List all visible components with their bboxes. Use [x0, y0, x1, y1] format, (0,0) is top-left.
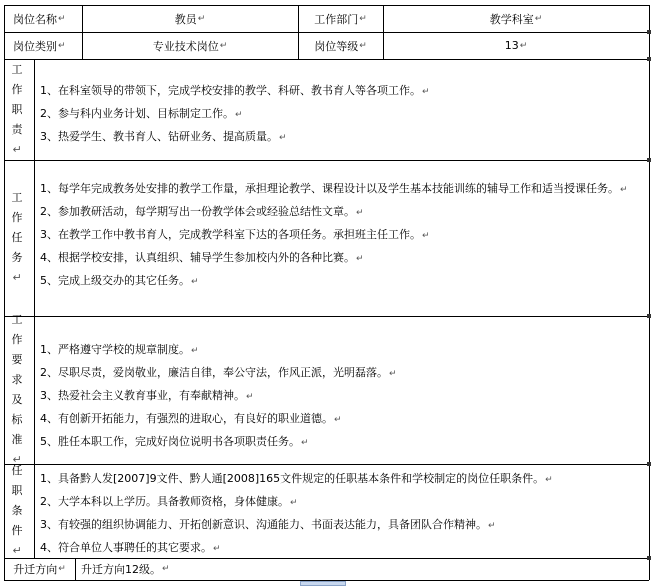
list-item: 1、在科室领导的带领下，完成学校安排的教学、科研、教书育人等各项工作。↵ [40, 84, 430, 97]
duties-list [40, 80, 646, 149]
post-level-value: 13 ↵ [504, 39, 528, 52]
grid-line [4, 59, 649, 60]
requirements-list [40, 339, 646, 454]
promotion-label: 升迁方向 ↵ [13, 563, 66, 576]
post-level-label: 岗位等级 ↵ [314, 39, 367, 53]
section-title-requirements: 工 作 要 求 及 标 准 ↵ [11, 313, 23, 466]
row-marker [647, 556, 651, 560]
department-label: 工作部门 ↵ [314, 12, 367, 26]
post-name-value: 教员 ↵ [174, 12, 206, 26]
row-marker [647, 314, 651, 318]
grid-line [34, 59, 35, 558]
list-item: 3、热爱社会主义教育事业，有奉献精神。↵ [40, 389, 254, 402]
row-marker [647, 57, 651, 61]
list-item: 5、胜任本职工作，完成好岗位说明书各项职责任务。↵ [40, 435, 309, 448]
table-resize-handle[interactable] [300, 581, 346, 586]
list-item: 2、参与科内业务计划、目标制定工作。↵ [40, 107, 243, 120]
post-type-label: 岗位类别 ↵ [13, 39, 66, 53]
list-item: 4、有创新开拓能力，有强烈的进取心，有良好的职业道德。↵ [40, 412, 342, 425]
list-item: 4、符合单位人事聘任的其它要求。↵ [40, 541, 221, 554]
list-item: 2、参加教研活动，每学期写出一份教学体会或经验总结性文章。↵ [40, 205, 364, 218]
list-item: 4、根据学校安排，认真组织、辅导学生参加校内外的各种比赛。↵ [40, 251, 364, 264]
list-item: 1、严格遵守学校的规章制度。↵ [40, 343, 199, 356]
department-value: 教学科室 ↵ [489, 12, 543, 26]
grid-line [4, 464, 649, 465]
list-item: 5、完成上级交办的其它任务。↵ [40, 274, 199, 287]
list-item: 1、每学年完成教务处安排的教学工作量，承担理论教学、课程设计以及学生基本技能训练的辅导工作和适当授课任务。↵ [40, 182, 628, 195]
row-marker [647, 30, 651, 34]
qualifications-list [40, 468, 646, 560]
grid-line [649, 5, 650, 580]
list-item: 2、大学本科以上学历。具备教师资格，身体健康。↵ [40, 495, 298, 508]
list-item: 3、有较强的组织协调能力、开拓创新意识、沟通能力、书面表达能力，具备团队合作精神。↵ [40, 518, 496, 531]
row-marker [647, 462, 651, 466]
list-item: 2、尽职尽责，爱岗敬业，廉洁自律，奉公守法，作风正派，光明磊落。↵ [40, 366, 397, 379]
list-item: 3、热爱学生、教书育人、钻研业务、提高质量。↵ [40, 130, 287, 143]
row-marker [647, 158, 651, 162]
section-title-duties: 工 作 职 责 ↵ [11, 62, 23, 156]
section-title-tasks: 工 作 任 务 ↵ [11, 191, 23, 284]
promotion-value: 升迁方向12级。 ↵ [81, 563, 170, 576]
post-type-value: 专业技术岗位 ↵ [152, 39, 228, 53]
tasks-list [40, 178, 646, 293]
section-title-qualifications: 任 职 条 件 ↵ [11, 464, 23, 557]
list-item: 1、具备黔人发[2007]9文件、黔人通[2008]165文件规定的任职基本条件和学校制定的岗位任职条件。↵ [40, 472, 553, 485]
grid-line [4, 160, 649, 161]
grid-line [4, 316, 649, 317]
post-name-label: 岗位名称 ↵ [13, 12, 66, 26]
list-item: 3、在教学工作中教书育人，完成教学科室下达的各项任务。承担班主任工作。↵ [40, 228, 430, 241]
